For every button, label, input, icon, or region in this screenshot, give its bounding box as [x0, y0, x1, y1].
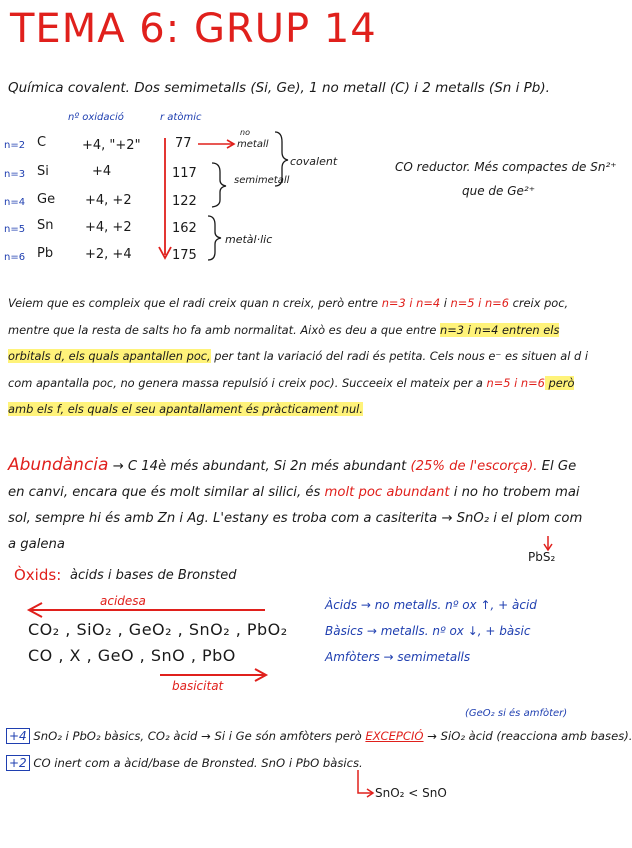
- para-text: creix poc, mentre que la resta de salts ho fa amb normalitat. Això es deu a que entre: [8, 296, 569, 337]
- row-oxidation: +4, "+2": [82, 138, 141, 153]
- abund-text: → C 14è més abundant, Si 2n més abundant: [108, 459, 411, 474]
- oxides-row-1: CO₂ , SiO₂ , GeO₂ , SnO₂ , PbO₂: [28, 620, 288, 639]
- row-element: Si: [37, 164, 49, 179]
- para-red: n=5 i n=6: [450, 296, 509, 310]
- note-basics: Bàsics → metalls. nº ox ↓, + bàsic: [325, 624, 531, 638]
- row-n: n=6: [4, 252, 26, 263]
- label-metallic: metàl·lic: [225, 233, 273, 246]
- oxides-label: Òxids:: [14, 566, 62, 584]
- abundance-label: Abundància: [8, 455, 109, 475]
- row-oxidation: +2, +4: [85, 247, 132, 262]
- row-n: n=5: [4, 224, 26, 235]
- note-amphoteric: Amfòters → semimetalls: [325, 650, 471, 664]
- line-text: → SiO₂ àcid (reacciona amb bases).: [423, 729, 632, 743]
- row-element: Pb: [37, 246, 54, 261]
- row-radius: 162: [172, 221, 197, 236]
- label-covalent: covalent: [290, 155, 338, 168]
- co-note-line2: que de Ge²⁺: [462, 184, 536, 198]
- abund-text: i no ho trobem mai sol, sempre hi és amb Zn i Ag. L'estany es troba com a casiterita → SnO₂ i el plom com a galena: [8, 485, 583, 552]
- oxides-subtitle: àcids i bases de Bronsted: [70, 568, 237, 583]
- page-title: TEMA 6: GRUP 14: [10, 6, 377, 52]
- box-plus2: +2: [6, 755, 30, 771]
- label-metall: metall: [237, 139, 269, 150]
- row-oxidation: +4, +2: [85, 193, 132, 208]
- para-text: i: [440, 296, 451, 310]
- basicity-label: basicitat: [172, 679, 224, 693]
- label-semimetall: semimetall: [234, 175, 290, 186]
- abund-red: molt poc abundant: [324, 485, 450, 500]
- row-n: n=3: [4, 169, 26, 180]
- brace-covalent: [275, 132, 288, 186]
- header-oxidation: nº oxidació: [68, 112, 124, 123]
- para-red: n=5 i n=6: [486, 375, 545, 390]
- row-n: n=4: [4, 197, 26, 208]
- para-red: n=3 i n=4: [381, 296, 441, 310]
- geo2-note: (GeO₂ si és amfòter): [465, 708, 568, 719]
- row-n: n=2: [4, 140, 26, 151]
- row-oxidation: +4: [92, 164, 112, 179]
- row-radius: 122: [172, 194, 197, 209]
- para-text: Veiem que es compleix que el radi creix quan n creix, però entre: [8, 296, 382, 310]
- brace-metallic: [208, 216, 221, 260]
- note-acids: Àcids → no metalls. nº ox ↑, + àcid: [325, 598, 537, 612]
- row-radius: 117: [172, 166, 197, 181]
- abund-text: El Ge en canvi, encara que és molt similar al silici, és: [8, 459, 577, 500]
- abund-red: (25% de l'escorça).: [410, 459, 538, 474]
- row-element: C: [37, 135, 47, 150]
- exception-label: EXCEPCIÓ: [365, 729, 424, 743]
- row-element: Sn: [37, 218, 54, 233]
- comparison-arrow: [358, 770, 372, 793]
- highlight-f-orbitals: però amb els f, els quals el seu apantallament és pràcticament nul.: [8, 375, 575, 416]
- header-atomic-radius: r atòmic: [160, 112, 202, 123]
- pbs-formula: PbS₂: [528, 550, 556, 564]
- brace-semimetal: [212, 163, 226, 207]
- para-text: per tant la variació del radi és petita. Cels nous e⁻ es situen al d i com apantalla poc, no genera massa repulsió i creix poc). Succeeix el mateix per a: [8, 349, 589, 390]
- intro-text: Química covalent. Dos semimetalls (Si, Ge), 1 no metall (C) i 2 metalls (Sn i Pb).: [8, 80, 550, 96]
- highlight-d-orbitals: n=3 i n=4 entren els orbitals d, els quals apantallen poc,: [8, 322, 560, 363]
- row-radius: 175: [172, 248, 197, 263]
- row-radius: 77: [175, 136, 192, 151]
- acidity-label: acidesa: [100, 594, 146, 608]
- co-note-line1: CO reductor. Més compactes de Sn²⁺: [395, 160, 617, 174]
- row-oxidation: +4, +2: [85, 220, 132, 235]
- row-element: Ge: [37, 192, 56, 207]
- line-text: CO inert com a àcid/base de Bronsted. SnO i PbO bàsics.: [29, 756, 363, 770]
- sno2-comparison: SnO₂ < SnO: [375, 786, 447, 800]
- label-no: no: [240, 128, 250, 137]
- line-text: SnO₂ i PbO₂ bàsics, CO₂ àcid → Si i Ge són amfòters però: [29, 729, 366, 743]
- oxides-row-2: CO , X , GeO , SnO , PbO: [28, 646, 236, 665]
- box-plus4: +4: [6, 728, 30, 744]
